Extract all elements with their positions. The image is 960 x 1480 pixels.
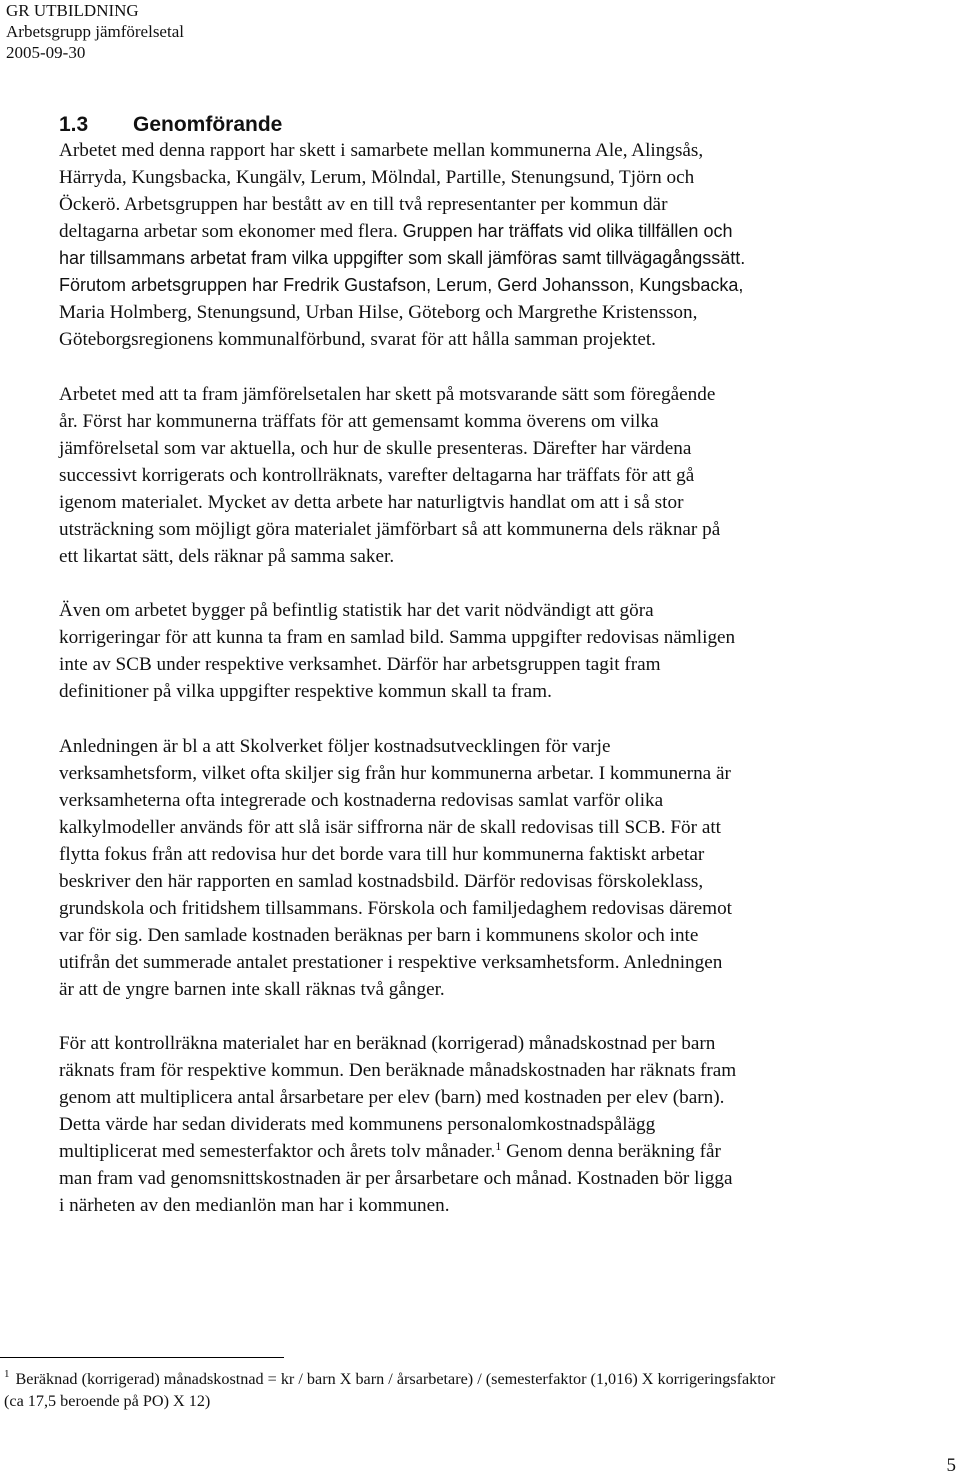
paragraph-line: jämförelsetal som var aktuella, och hur de skulle presenteras. Därefter har värdena [59, 438, 692, 459]
paragraph-line: är att de yngre barnen inte skall räknas två gånger. [59, 979, 445, 1000]
paragraph-line: Arbetet med att ta fram jämförelsetalen har skett på motsvarande sätt som föregående [59, 384, 716, 405]
paragraph-line: Arbetet med denna rapport har skett i samarbete mellan kommunerna Ale, Alingsås, [59, 140, 704, 161]
paragraph-line: Göteborgsregionens kommunalförbund, svarat för att hålla samman projektet. [59, 329, 656, 350]
paragraph-3 [59, 597, 735, 705]
page-number: 5 [946, 1455, 956, 1476]
paragraph-line: man fram vad genomsnittskostnaden är per årsarbetare och månad. Kostnaden bör ligga [59, 1168, 733, 1189]
footnote-reference[interactable]: 1 [495, 1139, 502, 1153]
paragraph-line: grundskola och fritidshem tillsammans. Förskola och familjedaghem redovisas däremot [59, 898, 733, 919]
paragraph-line: år. Först har kommunerna träffats för att gemensamt komma överens om vilka [59, 411, 659, 432]
paragraph-2 [59, 381, 720, 570]
paragraph-line: var för sig. Den samlade kostnaden beräknas per barn i kommunens skolor och inte [59, 925, 699, 946]
paragraph-line: verksamheterna ofta integrerade och kostnaderna redovisas samlat varför olika [59, 790, 664, 811]
footnote-separator [0, 1357, 284, 1358]
header-date: 2005-09-30 [6, 43, 86, 62]
paragraph-line: Förutom arbetsgruppen har Fredrik Gustafson, Lerum, Gerd Johansson, Kungsbacka, [59, 275, 744, 295]
paragraph-line: verksamhetsform, vilket ofta skiljer sig från hur kommunerna arbetar. I kommunerna är [59, 763, 731, 784]
header-org: GR UTBILDNING [6, 1, 139, 20]
paragraph-line: har tillsammans arbetat fram vilka uppgifter som skall jämföras samt tillvägagångssätt. [59, 248, 746, 268]
paragraph-line: Öckerö. Arbetsgruppen har bestått av en till två representanter per kommun där [59, 194, 668, 215]
footnote-marker: 1 [4, 1368, 10, 1380]
paragraph-text-serif: deltagarna arbetar som ekonomer med flera. [59, 221, 398, 242]
paragraph-line: definitioner på vilka uppgifter respektive kommun skall ta fram. [59, 681, 552, 702]
paragraph-line: utifrån det summerade antalet prestationer i respektive verksamhetsform. Anledningen [59, 952, 723, 973]
paragraph-line: För att kontrollräkna materialet har en beräknad (korrigerad) månadskostnad per barn [59, 1033, 716, 1054]
paragraph-text-sans: Gruppen har träffats vid olika tillfällen och [402, 221, 733, 241]
section-heading [59, 112, 282, 138]
paragraph-line: korrigeringar för att kunna ta fram en samlad bild. Samma uppgifter redovisas nämligen [59, 627, 736, 648]
paragraph-line: beskriver den här rapporten en samlad kostnadsbild. Därför redovisas förskoleklass, [59, 871, 704, 892]
paragraph-line: i närheten av den medianlön man har i kommunen. [59, 1195, 450, 1216]
paragraph-line [59, 1138, 736, 1165]
section-title: Genomförande [133, 113, 283, 136]
footnote-text: Beräknad (korrigerad) månadskostnad = kr / barn X barn / årsarbetare) / (semesterfaktor (1,016) X korrigeringsfaktor [15, 1370, 776, 1388]
paragraph-line: Härryda, Kungsbacka, Kungälv, Lerum, Mölndal, Partille, Stenungsund, Tjörn och [59, 167, 695, 188]
footnote-line-2: (ca 17,5 beroende på PO) X 12) [4, 1392, 211, 1410]
paragraph-line: inte av SCB under respektive verksamhet. Därför har arbetsgruppen tagit fram [59, 654, 661, 675]
paragraph-line: successivt korrigerats och kontrollräknats, varefter deltagarna har träffats för att gå [59, 465, 695, 486]
paragraph-text: multiplicerat med semesterfaktor och årets tolv månader. [59, 1141, 496, 1162]
paragraph-line: genom att multiplicera antal årsarbetare per elev (barn) med kostnaden per elev (barn). [59, 1087, 725, 1108]
page-header [6, 0, 184, 63]
paragraph-line: flytta fokus från att redovisa hur det borde vara till hur kommunerna faktiskt arbetar [59, 844, 705, 865]
header-group: Arbetsgrupp jämförelsetal [6, 22, 184, 41]
paragraph-line: Även om arbetet bygger på befintlig statistik har det varit nödvändigt att göra [59, 600, 654, 621]
footnote-line-1 [4, 1368, 775, 1390]
footnote [4, 1368, 775, 1412]
section-number: 1.3 [59, 113, 89, 136]
paragraph-line [59, 218, 745, 245]
paragraph-text: Genom denna beräkning får [501, 1141, 721, 1162]
paragraph-line: Maria Holmberg, Stenungsund, Urban Hilse, Göteborg och Margrethe Kristensson, [59, 302, 698, 323]
paragraph-line: Anledningen är bl a att Skolverket följer kostnadsutvecklingen för varje [59, 736, 611, 757]
paragraph-4 [59, 733, 732, 1003]
paragraph-line: räknats fram för respektive kommun. Den beräknade månadskostnaden har räknats fram [59, 1060, 737, 1081]
paragraph-line: Detta värde har sedan dividerats med kommunens personalomkostnadspålägg [59, 1114, 656, 1135]
paragraph-line: igenom materialet. Mycket av detta arbete har naturligtvis handlat om att i så stor [59, 492, 684, 513]
paragraph-line: kalkylmodeller används för att slå isär siffrorna när de skall redovisas till SCB. För att [59, 817, 722, 838]
paragraph-5 [59, 1030, 736, 1219]
paragraph-line: ett likartat sätt, dels räknar på samma saker. [59, 546, 395, 567]
paragraph-line: utsträckning som möjligt göra materialet jämförbart så att kommunerna dels räknar på [59, 519, 721, 540]
paragraph-1 [59, 137, 745, 353]
